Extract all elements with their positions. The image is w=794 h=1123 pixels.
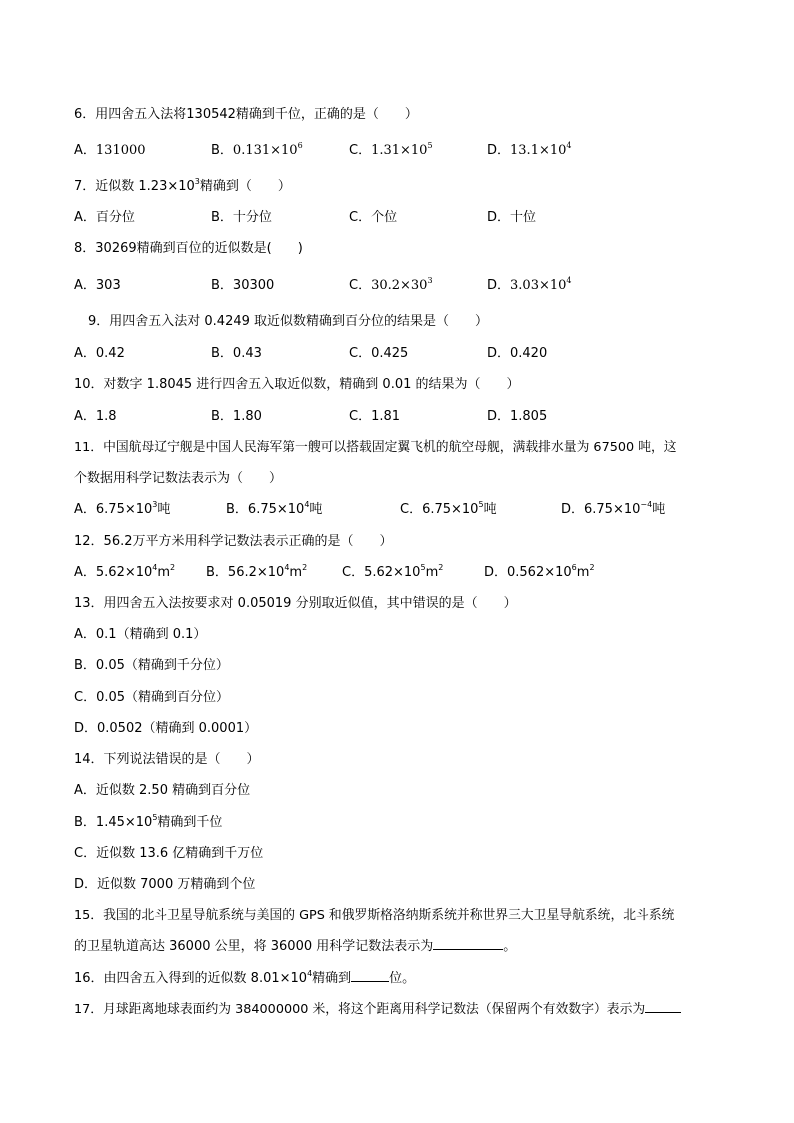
question-11-stem-line-1: 11．中国航母辽宁舰是中国人民海军第一艘可以搭载固定翼飞机的航空母舰，满载排水量为 67500 吨，这 bbox=[74, 440, 677, 455]
option-c: C．近似数 13.6 亿精确到千万位 bbox=[74, 846, 264, 861]
question-9-options bbox=[74, 342, 754, 362]
option-c: C．0.05（精确到百分位） bbox=[74, 690, 230, 705]
option-d: D．$6.75\times 10^{-4}$吨 bbox=[561, 500, 666, 517]
option-c: C．$6.75\times 10^5$吨 bbox=[400, 500, 497, 517]
option-b: B．$0.131\times 10^6$ bbox=[211, 141, 303, 158]
option-a: A．0.1（精确到 0.1） bbox=[74, 627, 207, 642]
question-13-stem: 13．用四舍五入法按要求对 0.05019 分别取近似值，其中错误的是（ ） bbox=[74, 596, 517, 611]
option-a: A．0.42 bbox=[74, 346, 125, 361]
option-d: D．$0.562\times 10^6m^2$ bbox=[484, 563, 595, 580]
answer-blank[interactable] bbox=[645, 1000, 681, 1013]
option-a: A．$6.75\times 10^3$吨 bbox=[74, 500, 171, 517]
question-8-options bbox=[74, 274, 754, 294]
question-6-stem: 6．用四舍五入法将130542精确到千位，正确的是（ ） bbox=[74, 107, 418, 122]
question-10-options bbox=[74, 405, 754, 425]
option-d: D．0.420 bbox=[487, 346, 548, 361]
option-b: B．0.43 bbox=[211, 346, 262, 361]
option-d: D．0.0502（精确到 0.0001） bbox=[74, 721, 258, 736]
question-12-stem: 12．56.2万平方米用科学记数法表示正确的是（ ） bbox=[74, 534, 393, 549]
option-b: B．$1.45\times 10^5$精确到千位 bbox=[74, 813, 223, 830]
question-10-stem: 10．对数字 1.8045 进行四舍五入取近似数，精确到 0.01 的结果为（ ） bbox=[74, 377, 520, 392]
option-c: C．个位 bbox=[349, 210, 398, 225]
option-a: A．$5.62\times 10^4m^2$ bbox=[74, 563, 176, 580]
question-9-stem: 9．用四舍五入法对 0.4249 取近似数精确到百分位的结果是（ ） bbox=[88, 314, 489, 329]
answer-blank[interactable] bbox=[433, 937, 503, 950]
option-d: D．$13.1\times 10^4$ bbox=[487, 141, 572, 158]
option-d: D．$3.03\times 10^4$ bbox=[487, 276, 572, 293]
option-b: B．$56.2\times 10^4m^2$ bbox=[206, 563, 308, 580]
question-6-options bbox=[74, 139, 754, 159]
option-b: B．30300 bbox=[211, 278, 275, 293]
answer-blank[interactable] bbox=[351, 969, 389, 982]
question-11-options bbox=[74, 498, 754, 518]
question-15-line-2: 的卫星轨道高达 36000 公里，将 36000 用科学记数法表示为 。 bbox=[74, 939, 517, 954]
question-14-stem: 14．下列说法错误的是（ ） bbox=[74, 752, 260, 767]
option-b: B．1.80 bbox=[211, 409, 262, 424]
option-c: C．$1.31\times 10^5$ bbox=[349, 141, 433, 158]
option-c: C．$30.2\times 30^3$ bbox=[349, 276, 433, 293]
question-11-stem-line-2: 个数据用科学记数法表示为（ ） bbox=[74, 471, 283, 486]
option-b: B．$6.75\times 10^4$吨 bbox=[226, 500, 323, 517]
option-c: C．1.81 bbox=[349, 409, 401, 424]
option-d: D．近似数 7000 万精确到个位 bbox=[74, 877, 256, 892]
option-a: A．131000 bbox=[74, 143, 146, 158]
question-16-stem: 16．由四舍五入得到的近似数 $8.01\times 10^4$精确到 位。 bbox=[74, 969, 416, 986]
option-d: D．十位 bbox=[487, 210, 537, 225]
question-15-line-1: 15．我国的北斗卫星导航系统与美国的 GPS 和俄罗斯格洛纳斯系统并称世界三大卫星导航系统，北斗系统 bbox=[74, 908, 675, 923]
option-d: D．1.805 bbox=[487, 409, 548, 424]
option-c: C．$5.62\times 10^5m^2$ bbox=[342, 563, 444, 580]
question-7-stem: 7．近似数 $1.23\times 10^3$精确到（ ） bbox=[74, 177, 291, 194]
question-7-options bbox=[74, 206, 754, 226]
option-b: B．十分位 bbox=[211, 210, 272, 225]
question-17-stem: 17．月球距离地球表面约为 384000000 米，将这个距离用科学记数法（保留两个有效数字）表示为 bbox=[74, 998, 681, 1017]
option-a: A．303 bbox=[74, 278, 121, 293]
option-a: A．百分位 bbox=[74, 210, 135, 225]
option-b: B．0.05（精确到千分位） bbox=[74, 658, 229, 673]
question-12-options bbox=[74, 561, 754, 581]
option-a: A．1.8 bbox=[74, 409, 117, 424]
question-8-stem: 8．30269精确到百位的近似数是( ) bbox=[74, 241, 303, 256]
option-a: A．近似数 2.50 精确到百分位 bbox=[74, 783, 251, 798]
option-c: C．0.425 bbox=[349, 346, 409, 361]
